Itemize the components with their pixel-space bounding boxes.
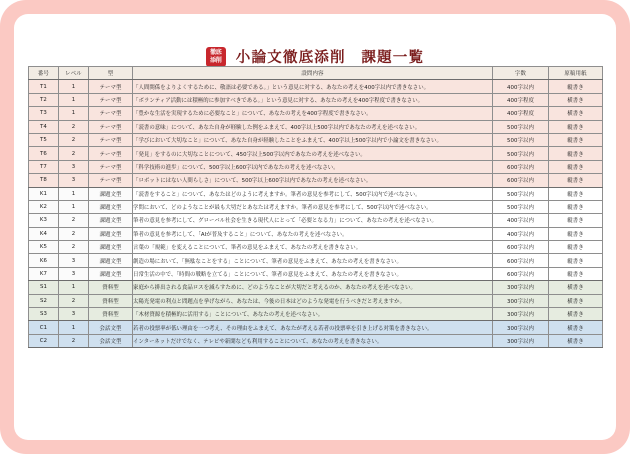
cell-character-limit: 600字以内	[493, 160, 549, 173]
cell-paper-orientation: 縦書き	[549, 174, 603, 187]
cell-assignment-id: C1	[29, 321, 59, 334]
cell-question-text: 「人間関係をよりよくするために、敬語は必要である。」という意見に対する、あなたの考えを400字以内で書きなさい。	[133, 80, 493, 93]
cell-type: 課題文型	[89, 200, 133, 213]
table-header-row	[29, 67, 603, 80]
cell-character-limit: 300字以内	[493, 281, 549, 294]
column-header-body: 設問内容	[133, 67, 493, 80]
cell-assignment-id: K5	[29, 241, 59, 254]
cell-level: 1	[59, 80, 89, 93]
cell-paper-orientation: 縦書き	[549, 80, 603, 93]
cell-paper-orientation: 縦書き	[549, 160, 603, 173]
cell-assignment-id: T1	[29, 80, 59, 93]
cell-level: 2	[59, 133, 89, 146]
cell-assignment-id: K6	[29, 254, 59, 267]
page-title: 小論文徹底添削 課題一覧	[235, 50, 425, 66]
cell-level: 1	[59, 187, 89, 200]
table-row[interactable]	[29, 214, 603, 227]
table-row[interactable]	[29, 160, 603, 173]
cell-type: テーマ型	[89, 133, 133, 146]
cell-character-limit: 500字以内	[493, 120, 549, 133]
cell-question-text: 創造の場において、「無駄なことをする」ことについて、筆者の意見をふまえて、あなたの考えを書きなさい。	[133, 254, 493, 267]
table-row[interactable]	[29, 120, 603, 133]
cell-type: 課題文型	[89, 227, 133, 240]
cell-type: テーマ型	[89, 93, 133, 106]
cell-question-text: 「木材資源を積極的に活用する」ことについて、あなたの考えを述べなさい。	[133, 308, 493, 321]
table-row[interactable]	[29, 80, 603, 93]
cell-character-limit: 300字以内	[493, 308, 549, 321]
cell-type: 課題文型	[89, 267, 133, 280]
cell-question-text: 「科学技術の進歩」について、500字以上600字以内であなたの考えを述べなさい。	[133, 160, 493, 173]
column-header-level: レベル	[59, 67, 89, 80]
cell-type: 会話文型	[89, 334, 133, 347]
table-row[interactable]	[29, 254, 603, 267]
cell-level: 2	[59, 147, 89, 160]
cell-character-limit: 400字以内	[493, 80, 549, 93]
cell-character-limit: 400字程度	[493, 107, 549, 120]
table-row[interactable]	[29, 227, 603, 240]
cell-assignment-id: S3	[29, 308, 59, 321]
cell-question-text: 「読書の意味」について、あなた自身が経験した例をふまえて、400字以上500字以内であなたの考えを述べなさい。	[133, 120, 493, 133]
table-body	[29, 80, 603, 348]
cell-assignment-id: T4	[29, 120, 59, 133]
table-row[interactable]	[29, 294, 603, 307]
cell-type: テーマ型	[89, 160, 133, 173]
cell-question-text: 「読書をすること」について、あなたはどのように考えますか。筆者の意見を参考にして、500字以内で述べなさい。	[133, 187, 493, 200]
table-row[interactable]	[29, 308, 603, 321]
cell-paper-orientation: 縦書き	[549, 227, 603, 240]
page-content	[14, 14, 616, 440]
column-header-chars: 字数	[493, 67, 549, 80]
table-header	[29, 67, 603, 80]
table-row[interactable]	[29, 281, 603, 294]
cell-question-text: インターネットだけでなく、テレビや新聞なども利用することについて、あなたの考えを書きなさい。	[133, 334, 493, 347]
cell-question-text: 学問において、どのようなことが最も大切だとあなたは考えますか。筆者の意見を参考にして、500字以内で述べなさい。	[133, 200, 493, 213]
cell-question-text: 「発見」をするのに大切なことについて、450字以上500字以内であなたの考えを述べなさい。	[133, 147, 493, 160]
brand-badge-icon	[206, 47, 226, 67]
cell-question-text: 言葉の「規範」を変えることについて、筆者の意見をふまえて、あなたの考えを書きなさい。	[133, 241, 493, 254]
cell-question-text: 筆者の意見を参考にして、「AIが普及すること」について、あなたの考えを述べなさい。	[133, 227, 493, 240]
cell-paper-orientation: 横書き	[549, 294, 603, 307]
cell-character-limit: 400字以内	[493, 214, 549, 227]
cell-paper-orientation: 横書き	[549, 334, 603, 347]
cell-level: 3	[59, 174, 89, 187]
cell-assignment-id: K4	[29, 227, 59, 240]
cell-character-limit: 500字以内	[493, 200, 549, 213]
cell-level: 3	[59, 267, 89, 280]
cell-character-limit: 600字以内	[493, 254, 549, 267]
cell-question-text: 家庭から排出される食品ロスを減らすために、どのようなことが大切だと考えるのか、あなたの考えを述べなさい。	[133, 281, 493, 294]
cell-paper-orientation: 縦書き	[549, 187, 603, 200]
cell-question-text: 日常生活の中で、「時間の戦略を立てる」ことについて、筆者の意見をふまえて、あなたの考えを書きなさい。	[133, 267, 493, 280]
cell-question-text: 若者の投票率が低い理由を一つ考え、その理由をふまえて、あなたが考える若者の投票率を引き上げる対策を書きなさい。	[133, 321, 493, 334]
cell-level: 2	[59, 294, 89, 307]
cell-level: 3	[59, 160, 89, 173]
assignment-table-container	[28, 66, 602, 348]
cell-assignment-id: T3	[29, 107, 59, 120]
cell-level: 3	[59, 254, 89, 267]
cell-type: 課題文型	[89, 241, 133, 254]
cell-type: 課題文型	[89, 254, 133, 267]
cell-level: 2	[59, 241, 89, 254]
cell-level: 1	[59, 321, 89, 334]
cell-paper-orientation: 縦書き	[549, 200, 603, 213]
column-header-id: 番号	[29, 67, 59, 80]
cell-assignment-id: T6	[29, 147, 59, 160]
table-row[interactable]	[29, 174, 603, 187]
cell-question-text: 「ロボットにはない人間らしさ」について、500字以上600字以内であなたの考えを述べなさい。	[133, 174, 493, 187]
cell-type: 課題文型	[89, 187, 133, 200]
table-row[interactable]	[29, 267, 603, 280]
brand-badge-line2: 添削	[210, 56, 222, 64]
assignment-table	[28, 66, 603, 348]
cell-paper-orientation: 縦書き	[549, 120, 603, 133]
column-header-type: 型	[89, 67, 133, 80]
cell-type: 会話文型	[89, 321, 133, 334]
table-row[interactable]	[29, 241, 603, 254]
cell-type: 資料型	[89, 294, 133, 307]
cell-paper-orientation: 縦書き	[549, 254, 603, 267]
cell-character-limit: 600字以内	[493, 267, 549, 280]
cell-paper-orientation: 縦書き	[549, 241, 603, 254]
cell-type: テーマ型	[89, 107, 133, 120]
cell-character-limit: 600字以内	[493, 241, 549, 254]
cell-assignment-id: C2	[29, 334, 59, 347]
cell-paper-orientation: 横書き	[549, 107, 603, 120]
cell-character-limit: 300字以内	[493, 294, 549, 307]
cell-assignment-id: T2	[29, 93, 59, 106]
cell-question-text: 「豊かな生活を実現するために必要なこと」について、あなたの考えを400字程度で書きなさい。	[133, 107, 493, 120]
cell-level: 1	[59, 107, 89, 120]
cell-paper-orientation: 縦書き	[549, 133, 603, 146]
cell-level: 2	[59, 120, 89, 133]
cell-character-limit: 400字以内	[493, 227, 549, 240]
cell-assignment-id: S1	[29, 281, 59, 294]
cell-assignment-id: K7	[29, 267, 59, 280]
cell-level: 2	[59, 214, 89, 227]
table-row[interactable]	[29, 187, 603, 200]
cell-character-limit: 500字以内	[493, 133, 549, 146]
column-header-paper: 原稿用紙	[549, 67, 603, 80]
table-row[interactable]	[29, 133, 603, 146]
table-row[interactable]	[29, 93, 603, 106]
table-row[interactable]	[29, 147, 603, 160]
cell-question-text: 「学びにおいて大切なこと」について、あなた自身が経験したことをふまえて、400字以上500字以内で小論文を書きなさい。	[133, 133, 493, 146]
cell-character-limit: 600字以内	[493, 174, 549, 187]
cell-type: テーマ型	[89, 120, 133, 133]
cell-paper-orientation: 縦書き	[549, 214, 603, 227]
cell-character-limit: 300字以内	[493, 334, 549, 347]
table-row[interactable]	[29, 334, 603, 347]
cell-level: 1	[59, 93, 89, 106]
cell-character-limit: 300字以内	[493, 321, 549, 334]
cell-level: 1	[59, 200, 89, 213]
cell-assignment-id: K2	[29, 200, 59, 213]
cell-type: テーマ型	[89, 174, 133, 187]
cell-paper-orientation: 横書き	[549, 281, 603, 294]
cell-type: 課題文型	[89, 214, 133, 227]
cell-level: 2	[59, 334, 89, 347]
cell-question-text: 「ボランティア活動には積極的に参加すべきである。」という意見に対する、あなたの考えを400字程度で書きなさい。	[133, 93, 493, 106]
cell-level: 3	[59, 308, 89, 321]
cell-character-limit: 500字以内	[493, 147, 549, 160]
cell-paper-orientation: 横書き	[549, 93, 603, 106]
table-row[interactable]	[29, 321, 603, 334]
table-row[interactable]	[29, 200, 603, 213]
cell-question-text: 筆者の意見を参考にして、グローバル社会を生きる現代人にとって「必要となる力」について、あなたの考えを述べなさい。	[133, 214, 493, 227]
cell-type: 資料型	[89, 281, 133, 294]
cell-character-limit: 400字程度	[493, 93, 549, 106]
cell-assignment-id: T8	[29, 174, 59, 187]
cell-type: テーマ型	[89, 147, 133, 160]
cell-assignment-id: K1	[29, 187, 59, 200]
cell-question-text: 太陽光発電の利点と問題点を挙げながら、あなたは、今後の日本はどのような発電を行うべきだと考えますか。	[133, 294, 493, 307]
cell-assignment-id: T5	[29, 133, 59, 146]
cell-paper-orientation: 横書き	[549, 321, 603, 334]
cell-paper-orientation: 縦書き	[549, 147, 603, 160]
cell-assignment-id: S2	[29, 294, 59, 307]
brand-badge-line1: 徹底	[210, 49, 222, 56]
table-row[interactable]	[29, 107, 603, 120]
cell-type: 資料型	[89, 308, 133, 321]
cell-level: 2	[59, 227, 89, 240]
page-title-bar	[14, 46, 616, 67]
cell-paper-orientation: 縦書き	[549, 267, 603, 280]
cell-paper-orientation: 横書き	[549, 308, 603, 321]
cell-character-limit: 500字以内	[493, 187, 549, 200]
cell-assignment-id: T7	[29, 160, 59, 173]
cell-level: 1	[59, 281, 89, 294]
cell-assignment-id: K3	[29, 214, 59, 227]
cell-type: テーマ型	[89, 80, 133, 93]
